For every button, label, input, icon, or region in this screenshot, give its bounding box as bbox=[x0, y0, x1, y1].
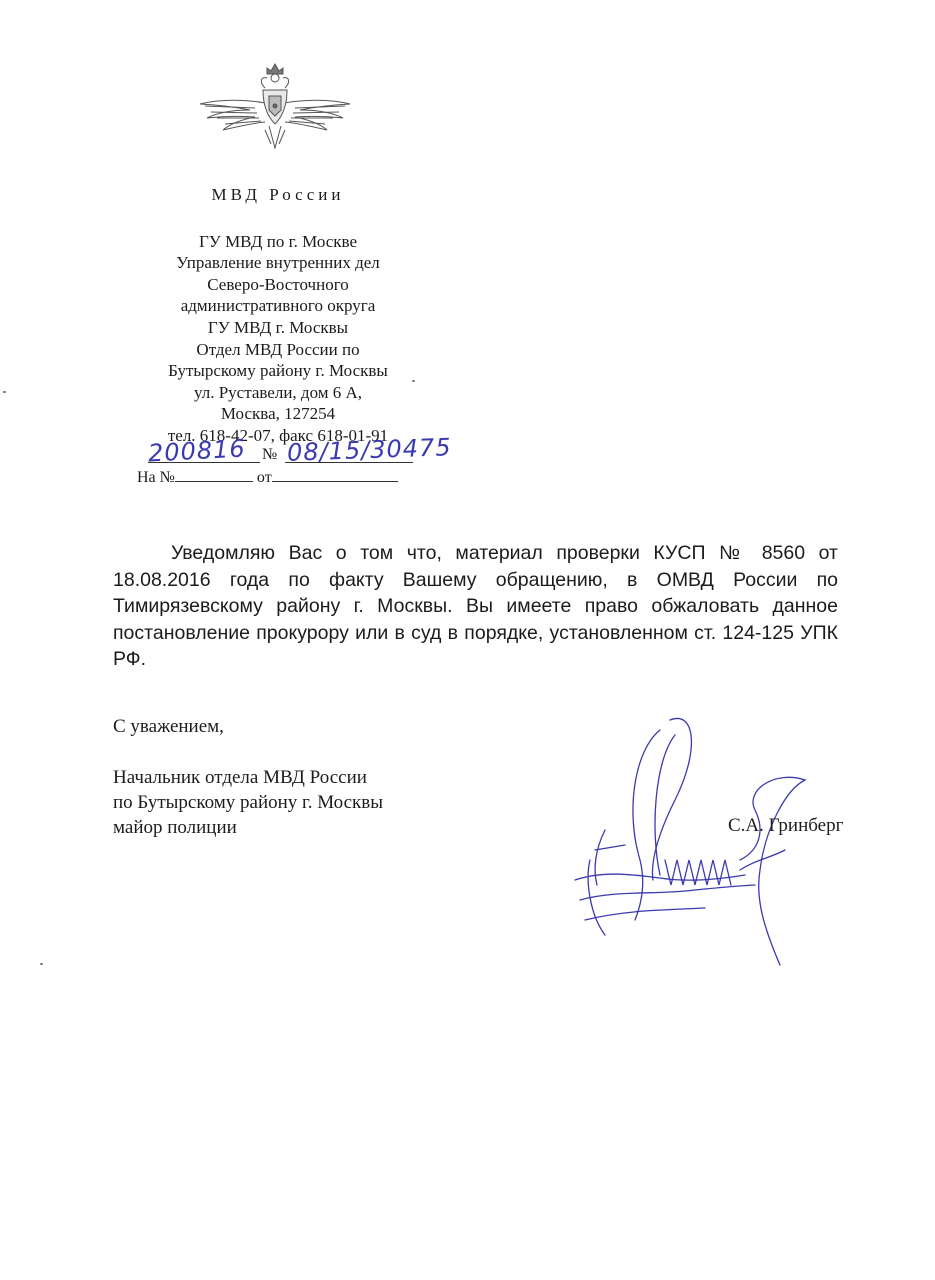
letterhead-line: Бутырскому району г. Москвы bbox=[168, 361, 388, 381]
handwritten-reg-date: 200816 bbox=[147, 434, 247, 468]
letterhead bbox=[128, 184, 428, 447]
reply-number-blank bbox=[175, 468, 253, 482]
letterhead-phone: тел. 618-42-07, факс 618-01-91 bbox=[167, 425, 389, 445]
letterhead-line: Управление внутренних дел bbox=[176, 253, 380, 273]
ministry-name: МВД России bbox=[211, 185, 345, 204]
signer-name: С.А. Гринберг bbox=[728, 815, 844, 836]
handwritten-reg-number: 08/15/30475 bbox=[286, 433, 453, 467]
position-line: по Бутырскому району г. Москвы bbox=[113, 792, 383, 813]
letterhead-line: Отдел МВД России по bbox=[196, 339, 360, 359]
salutation: С уважением, bbox=[113, 716, 224, 737]
position-line: Начальник отдела МВД России bbox=[113, 767, 367, 788]
reply-date-blank bbox=[272, 468, 398, 482]
handwritten-signature bbox=[565, 710, 825, 970]
letterhead-line: Северо-Восточного bbox=[207, 274, 349, 294]
letterhead-line: Москва, 127254 bbox=[220, 404, 336, 424]
scan-speck bbox=[40, 963, 43, 965]
letter-body: Уведомляю Вас о том что, материал проверки КУСП № 8560 от 18.08.2016 года по факту Вашему обращению, в ОМВД России по Тимирязевскому району г. Москвы. Вы имеете право обжаловать данное постановление прокурору или в суд в порядке, установленном ст. 124-125 УПК РФ. bbox=[113, 542, 838, 670]
reg-number-label: № bbox=[262, 446, 278, 463]
scan-speck bbox=[412, 380, 415, 382]
reply-reference bbox=[137, 468, 398, 487]
reply-from-label: от bbox=[256, 469, 272, 486]
letterhead-line: ул. Руставели, дом 6 А, bbox=[193, 382, 363, 402]
letterhead-line: ГУ МВД г. Москвы bbox=[207, 317, 349, 337]
position-line: майор полиции bbox=[113, 817, 237, 838]
signatory-position bbox=[113, 765, 383, 840]
reply-number-label: На № bbox=[137, 469, 175, 486]
letterhead-line: ГУ МВД по г. Москве bbox=[198, 231, 358, 251]
letterhead-line: административного округа bbox=[180, 296, 376, 316]
scan-speck bbox=[3, 391, 6, 393]
mvd-emblem-icon bbox=[195, 60, 355, 155]
